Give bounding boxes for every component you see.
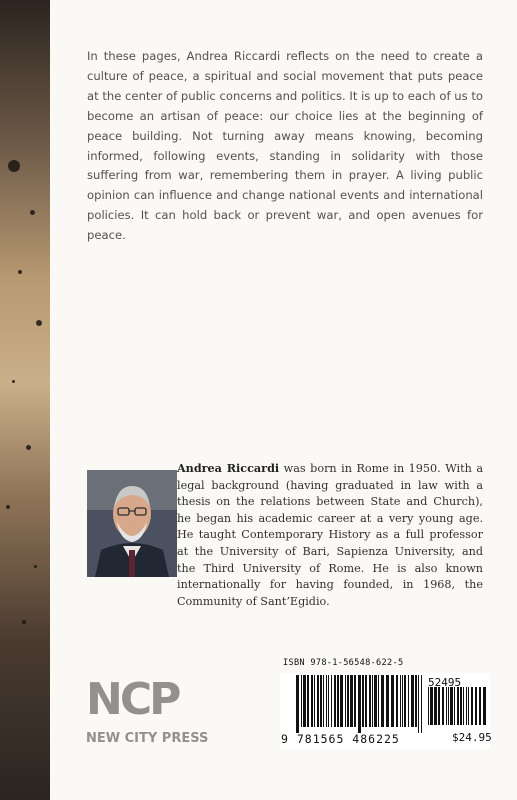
barcode-bar: [350, 675, 353, 727]
publisher-name: NEW CITY PRESS: [86, 731, 209, 746]
barcode-bar: [391, 675, 394, 727]
barcode-bar: [369, 675, 371, 727]
barcode-bar: [471, 687, 473, 725]
barcode-bar: [378, 675, 379, 727]
barcode-bar: [326, 675, 327, 727]
barcode-bar: [354, 675, 356, 727]
barcode-bar: [457, 687, 459, 725]
barcode-bar: [347, 675, 349, 727]
barcode-bar: [450, 687, 453, 725]
barcode-bar: [483, 687, 486, 725]
barcode-bar: [374, 675, 377, 727]
barcode-bar: [466, 687, 467, 725]
barcode-bar: [404, 675, 406, 727]
barcode-bar: [468, 687, 469, 725]
barcode-bar: [454, 687, 455, 725]
barcode-bar: [421, 675, 422, 733]
barcode-bar: [400, 675, 401, 727]
barcode-bar: [345, 675, 346, 727]
barcode-bar: [460, 687, 462, 725]
barcode-bar: [334, 675, 336, 727]
barcode-bar: [430, 687, 433, 725]
author-photo: [87, 470, 177, 577]
back-cover-blurb: In these pages, Andrea Riccardi reflects on the need to create a culture of peace, a spiritual and social movement that puts peace at the center of public concerns and politics. It is up to each of us to become an artisan of peace: our choice lies at the beginning of peace building. Not turning away means knowing, becoming informed, following events, standing in solidarity with those suffering from war, remembering them in prayer. A living public opinion can influence and change national events and international policies. It can hold back or prevent war, and open avenues for peace.: [87, 49, 483, 243]
barcode-bar: [442, 687, 444, 725]
barcode-bar: [301, 675, 302, 727]
barcode-bar: [358, 675, 361, 733]
isbn-digits: 9 781565 486225: [281, 732, 400, 746]
barcode-bar: [314, 675, 315, 727]
barcode-bar: [446, 687, 447, 725]
barcode-bar: [408, 675, 409, 727]
ean-barcode-bars: [296, 675, 422, 733]
barcode-bar: [463, 687, 464, 725]
barcode-bar: [396, 675, 398, 727]
barcode-bar: [411, 675, 414, 727]
barcode-bar: [340, 675, 343, 727]
barcode-bar: [448, 687, 449, 725]
barcode-bar: [311, 675, 313, 727]
barcode-bar: [479, 687, 481, 725]
price-code: 52495: [428, 676, 462, 689]
barcode-bar: [475, 687, 477, 725]
barcode-bar: [372, 675, 373, 727]
book-price: $24.95: [452, 731, 492, 744]
barcode-bar: [362, 675, 364, 727]
barcode-bar: [307, 675, 309, 727]
barcode-bar: [328, 675, 329, 727]
barcode-bar: [317, 675, 319, 727]
barcode-bar: [303, 675, 306, 727]
isbn-label: ISBN 978-1-56548-622-5: [283, 658, 404, 668]
cover-photo-edge: [0, 0, 50, 800]
author-name: Andrea Riccardi: [177, 461, 280, 475]
price-barcode-bars: [428, 687, 486, 731]
barcode-bar: [438, 687, 440, 725]
author-bio: [177, 460, 483, 610]
barcode-bar: [323, 675, 324, 727]
barcode-bar: [320, 675, 322, 727]
publisher-logo-mark: NCP: [86, 674, 179, 725]
barcode-bar: [381, 675, 384, 727]
barcode-bar: [386, 675, 389, 727]
barcode-bar: [428, 687, 429, 725]
barcode-bar: [331, 675, 332, 727]
publisher-logo: [86, 674, 209, 746]
barcode-bar: [415, 675, 417, 727]
barcode-bar: [434, 687, 437, 725]
barcode-bar: [418, 675, 419, 733]
barcode-bar: [296, 675, 299, 733]
author-bio-text: was born in Rome in 1950. With a legal background (having graduated in law with a thesis on the relations between State and Church), he began his academic career at a very young age. He taught Contemporary History as a full professor at the University of Bari, Sapienza University, and the Third University of Rome. He is also known internationally for having founded, in 1968, the Community of Sant’Egidio.: [177, 462, 483, 608]
barcode-bar: [402, 675, 403, 727]
barcode-bar: [365, 675, 367, 727]
barcode-bar: [337, 675, 339, 727]
